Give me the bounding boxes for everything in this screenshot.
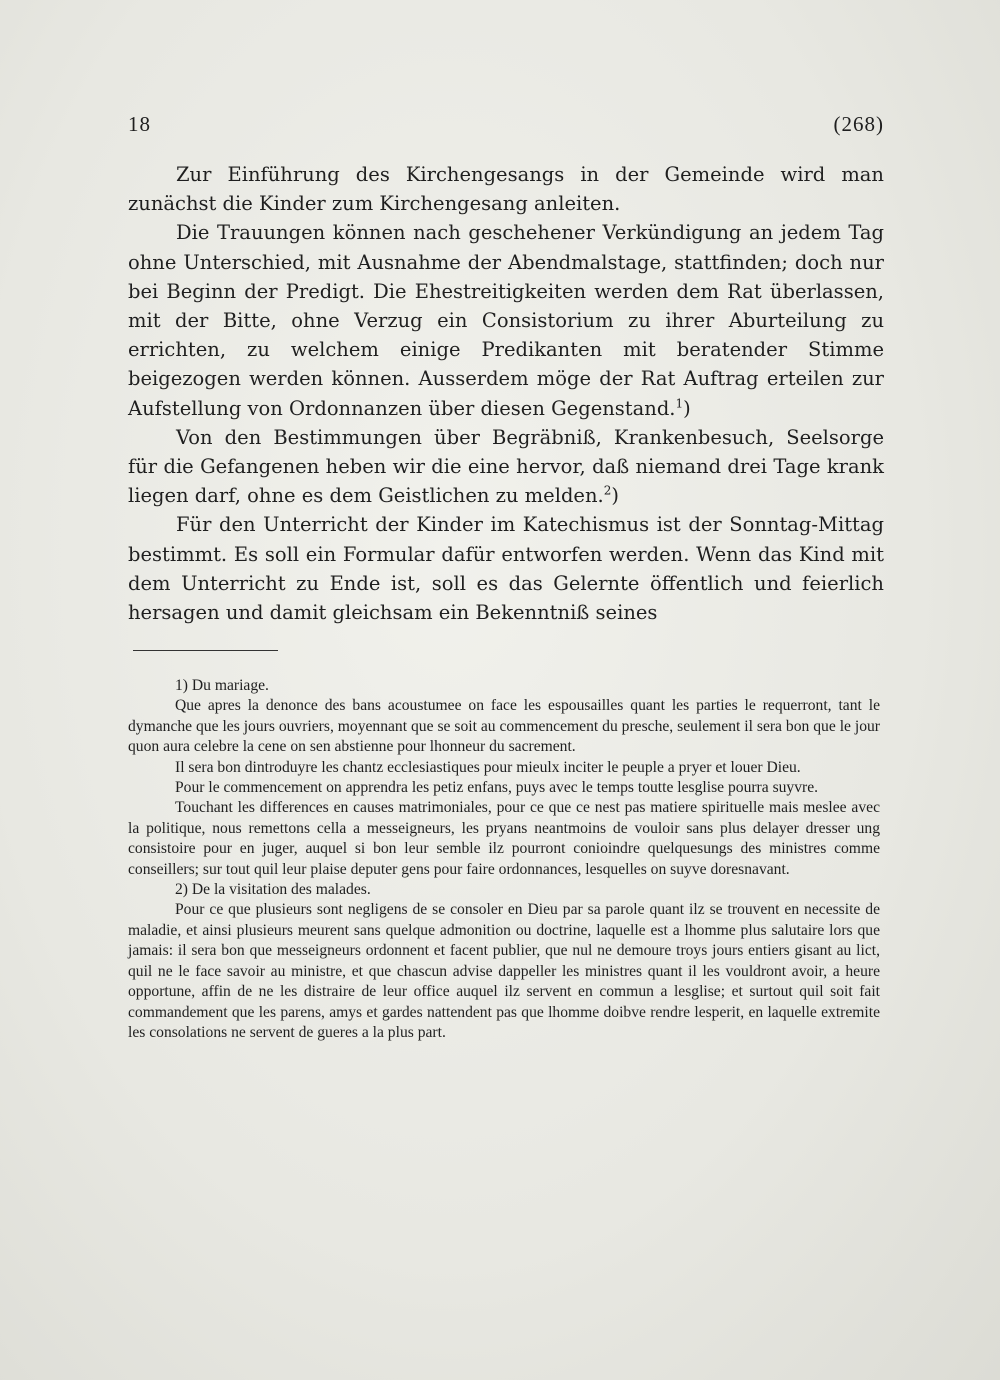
- main-text: [128, 160, 884, 627]
- footnote-2-heading: 2) De la visitation des malades.: [175, 881, 371, 899]
- footnote-divider: [133, 650, 278, 651]
- paragraph-marriages: Die Trauungen können nach geschehener Verkündigung an jedem Tag ohne Unterschied, mit Ausnahme der Abendmalstage, stattfinden; doch nur bei Beginn der Predigt. Die Ehestreitigkeiten werden dem Rat überlassen, mit der Bitte, ohne Verzug ein Consistorium zu ihrer Aburteilung zu errichten, zu welchem einige Predikanten mit beratender Stimme beigezogen werden können. Ausserdem möge der Rat Auftrag erteilen zur Aufstellung von Ordonnanzen über diesen Gegenstand.$^1$): [128, 221, 884, 420]
- paragraph-burials-text: Von den Bestimmungen über Begräbniß, Krankenbesuch, Seelsorge für die Gefangenen heben wir die eine hervor, daß niemand drei Tage krank liegen darf, ohne es dem Geistlichen zu melden.: [128, 425, 884, 508]
- footnote-ref-2: 2: [603, 483, 612, 498]
- footnotes: [128, 676, 880, 1043]
- original-page-number: (268): [833, 112, 884, 136]
- footnote-ref-1: 1: [675, 396, 684, 411]
- footnote-1-heading: 1) Du mariage.: [175, 677, 269, 694]
- paragraph-burials: Von den Bestimmungen über Begräbniß, Krankenbesuch, Seelsorge für die Gefangenen heben wir die eine hervor, daß niemand drei Tage krank liegen darf, ohne es dem Geistlichen zu melden.$^2$): [128, 425, 884, 508]
- footnote-1-paragraph: Touchant les differences en causes matrimoniales, pour ce que ce nest pas matiere spirituelle mais meslee avec la politique, nous remettons cella a messeigneurs, les pryans neantmoins de vouloir sans plus delayer dresser ung consistoire pour en juger, auquel si bon leur semble ilz pourront conioindre quelquesungs des ministres comme conseillers; sur tout quil leur plaise deputer gens pour faire ordonnances, lesquelles on suyve doresnavant.: [128, 799, 880, 878]
- footnote-1-paragraph: Que apres la denonce des bans acoustumee on face les espousailles quant les parties le requerront, tant le dymanche que les jours ouvriers, moyennant que se soit au commencement du presche, seulement il sera bon que le jour quon aura celebre la cene on sen abstienne pour lhonneur du sacrement.: [128, 697, 880, 756]
- page-number: 18: [128, 112, 151, 136]
- page-header: [128, 112, 884, 142]
- footnote-2-paragraph: Pour ce que plusieurs sont negligens de se consoler en Dieu par sa parole quant ilz se trouvent en necessite de maladie, et ainsi plusieurs meurent sans quelque admonition ou doctrine, laquelle est a lhomme plus salutaire lors que jamais: il sera bon que messeigneurs ordonnent et facent publier, que nul ne demoure troys jours entiers gisant au lict, quil ne le face savoir au ministre, et que chascun advise dappeller les ministres quant il les vouldront avoir, a heure opportune, affin de ne les distraire de leur office auquel ilz servent en commun a lesglise; et surtout quil soit fait commandement que les parens, amys et gardes nattendent pas que lhomme doibve rendre lesperit, en laquelle extremite les consolations ne servent de gueres a la plus part.: [128, 901, 880, 1041]
- paragraph-church-singing: Zur Einführung des Kirchengesangs in der Gemeinde wird man zunächst die Kinder zum Kirchengesang anleiten.: [128, 163, 884, 216]
- footnote-1-paragraph: Pour le commencement on apprendra les petiz enfans, puys avec le temps toutte lesglise pourra suyvre.: [175, 779, 819, 797]
- paragraph-catechism: Für den Unterricht der Kinder im Katechismus ist der Sonntag-Mittag bestimmt. Es soll ein Formular dafür entworfen werden. Wenn das Kind mit dem Unterricht zu Ende ist, soll es das Gelernte öffentlich und feierlich hersagen und damit gleichsam ein Bekenntniß seines: [128, 513, 884, 625]
- paragraph-marriages-text: Die Trauungen können nach geschehener Verkündigung an jedem Tag ohne Unterschied, mit Ausnahme der Abendmalstage, stattfinden; doch nur bei Beginn der Predigt. Die Ehestreitigkeiten werden dem Rat überlassen, mit der Bitte, ohne Verzug ein Consistorium zu ihrer Aburteilung zu errichten, zu welchem einige Predikanten mit beratender Stimme beigezogen werden können. Ausserdem möge der Rat Auftrag erteilen zur Aufstellung von Ordonnanzen über diesen Gegenstand.: [128, 221, 884, 420]
- footnote-1-paragraph: Il sera bon dintroduyre les chantz ecclesiastiques pour mieulx inciter le peuple a pryer et louer Dieu.: [175, 758, 801, 776]
